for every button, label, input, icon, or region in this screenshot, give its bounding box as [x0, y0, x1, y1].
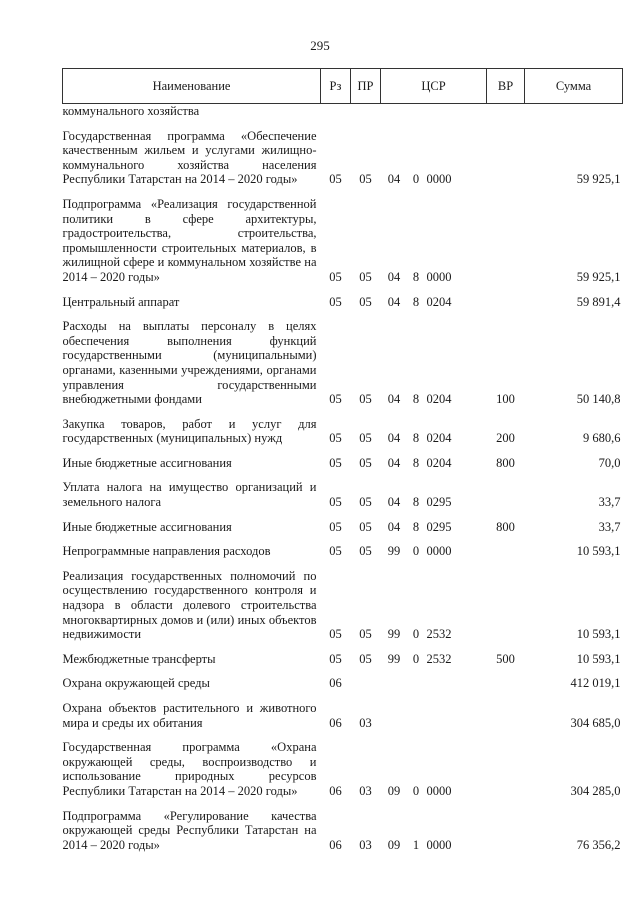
- cell-name: Охрана окружающей среды: [62, 676, 210, 691]
- cell-csr-program: 04: [387, 519, 401, 534]
- cell-sum: 59 925,1: [576, 269, 621, 284]
- table-row: [63, 129, 623, 187]
- table-row: [63, 295, 623, 310]
- cell-name: Непрограммные направления расходов: [62, 544, 271, 559]
- cell-csr-subprogram: 0: [412, 172, 420, 187]
- cell-pr: 05: [359, 627, 372, 642]
- cell-name: Расходы на выплаты персоналу в целях обеспечения выполнения функций государственными (муниципальными) органами, казенными учреждениями, органами управления государственными внебюджетными фондами: [62, 319, 317, 407]
- table-row: [63, 197, 623, 285]
- cell-csr-subprogram: 8: [412, 455, 420, 470]
- page-number: 295: [310, 38, 330, 53]
- table-row: [63, 740, 623, 798]
- cell-csr-subprogram: 8: [412, 495, 420, 510]
- cell-rz: 05: [329, 392, 342, 407]
- cell-vr: [487, 197, 525, 285]
- cell-sum: 10 593,1: [576, 627, 621, 642]
- row-spacer: [63, 407, 623, 417]
- cell-rz: 05: [329, 495, 342, 510]
- cell-name: Закупка товаров, работ и услуг для государственных (муниципальных) нужд: [62, 416, 317, 446]
- row-spacer: [63, 510, 623, 520]
- cell-sum: [525, 104, 623, 119]
- cell-sum: 76 356,2: [576, 837, 621, 852]
- cell-rz: 05: [329, 455, 342, 470]
- row-spacer: [63, 534, 623, 544]
- cell-pr: 03: [359, 715, 372, 730]
- cell-name: Государственная программа «Охрана окружающей среды, воспроизводство и использование природных ресурсов Республики Татарстан на 2014 – 2020 годы»: [62, 740, 317, 798]
- row-spacer: [63, 559, 623, 569]
- table-row: [63, 417, 623, 446]
- cell-vr: [487, 295, 525, 310]
- table-row: [63, 319, 623, 407]
- cell-vr: [487, 569, 525, 642]
- cell-csr-program: 04: [387, 269, 401, 284]
- cell-sum: 10 593,1: [576, 544, 621, 559]
- cell-csr-subprogram: 0: [412, 783, 420, 798]
- cell-sum: 70,0: [598, 455, 621, 470]
- cell-vr: 800: [496, 455, 515, 470]
- cell-csr-program: 04: [387, 455, 401, 470]
- cell-rz: 06: [329, 837, 342, 852]
- row-spacer: [63, 642, 623, 652]
- cell-csr-program: 04: [387, 172, 401, 187]
- header-rz: Рз: [321, 69, 351, 104]
- cell-csr-direction: 0000: [426, 269, 452, 284]
- cell-name: Охрана объектов растительного и животного мира и среды их обитания: [62, 701, 317, 730]
- cell-vr: 800: [496, 519, 515, 534]
- cell-sum: 33,7: [598, 519, 621, 534]
- row-spacer: [63, 119, 623, 129]
- cell-vr: 100: [496, 392, 515, 407]
- cell-csr-subprogram: 8: [412, 294, 420, 309]
- cell-name: Межбюджетные трансферты: [62, 651, 216, 666]
- table-row: [63, 104, 623, 119]
- header-csr: ЦСР: [381, 69, 487, 104]
- cell-csr-subprogram: 8: [412, 269, 420, 284]
- cell-csr-subprogram: 1: [412, 837, 420, 852]
- cell-vr: [487, 809, 525, 853]
- cell-sum: 59 891,4: [576, 294, 621, 309]
- cell-csr-direction: 0204: [426, 392, 452, 407]
- table-row: [63, 569, 623, 642]
- cell-csr-direction: 0000: [426, 783, 452, 798]
- cell-pr: 05: [359, 431, 372, 446]
- row-spacer: [63, 666, 623, 676]
- cell-csr-program: [381, 701, 408, 730]
- cell-csr-program: 99: [387, 651, 401, 666]
- cell-pr: 05: [359, 455, 372, 470]
- cell-csr-direction: 0295: [426, 519, 452, 534]
- cell-vr: [487, 544, 525, 559]
- cell-csr-subprogram: 0: [412, 627, 420, 642]
- cell-name: Государственная программа «Обеспечение качественным жильем и услугами жилищно-коммунального хозяйства населения Республики Татарстан на 2014 – 2020 годы»: [62, 128, 317, 187]
- row-spacer: [63, 799, 623, 809]
- cell-csr-program: 09: [387, 783, 401, 798]
- cell-rz: 06: [329, 676, 342, 691]
- cell-csr-program: 04: [387, 495, 401, 510]
- cell-name: Подпрограмма «Регулирование качества окружающей среды Республики Татарстан на 2014 – 2020 годы»: [62, 808, 317, 852]
- header-vr: ВР: [487, 69, 525, 104]
- cell-rz: 05: [329, 172, 342, 187]
- cell-csr-direction: 0000: [426, 172, 452, 187]
- cell-csr-subprogram: 8: [412, 431, 420, 446]
- cell-csr-subprogram: 0: [412, 651, 420, 666]
- cell-csr-subprogram: 8: [412, 519, 420, 534]
- cell-csr-direction: 2532: [426, 651, 452, 666]
- table-row: [63, 456, 623, 471]
- cell-pr: 05: [359, 294, 372, 309]
- cell-csr-direction: [425, 104, 487, 119]
- cell-pr: [351, 676, 381, 691]
- cell-sum: 33,7: [598, 495, 621, 510]
- cell-csr-program: 99: [387, 627, 401, 642]
- cell-rz: 05: [329, 651, 342, 666]
- cell-vr: [487, 480, 525, 509]
- cell-sum: 10 593,1: [576, 651, 621, 666]
- row-spacer: [63, 470, 623, 480]
- cell-csr-subprogram: [408, 676, 425, 691]
- cell-csr-program: [381, 104, 408, 119]
- cell-csr-direction: 0000: [426, 837, 452, 852]
- cell-pr: 05: [359, 544, 372, 559]
- cell-csr-direction: 0204: [426, 455, 452, 470]
- cell-rz: 05: [329, 627, 342, 642]
- cell-pr: 05: [359, 269, 372, 284]
- cell-name: Подпрограмма «Реализация государственной политики в сфере архитектуры, градостроительства, строительства, промышленности строительных материалов, в жилищной сфере и коммунальном хозяйстве на 2014 – 2020 годы»: [62, 196, 317, 284]
- cell-rz: 05: [329, 544, 342, 559]
- header-name: Наименование: [63, 69, 321, 104]
- cell-sum: 59 925,1: [576, 172, 621, 187]
- cell-pr: 05: [359, 172, 372, 187]
- cell-pr: 03: [359, 837, 372, 852]
- cell-vr: 500: [496, 651, 515, 666]
- table-row: [63, 809, 623, 853]
- cell-csr-program: [381, 676, 408, 691]
- cell-csr-direction: 0204: [426, 294, 452, 309]
- table-row: [63, 701, 623, 730]
- cell-csr-direction: 0000: [426, 544, 452, 559]
- cell-csr-subprogram: 8: [412, 392, 420, 407]
- cell-vr: [487, 676, 525, 691]
- row-spacer: [63, 187, 623, 197]
- row-spacer: [63, 446, 623, 456]
- cell-sum: 9 680,6: [583, 431, 621, 446]
- cell-name: Иные бюджетные ассигнования: [62, 519, 232, 534]
- cell-pr: 03: [359, 783, 372, 798]
- cell-csr-program: 09: [387, 837, 401, 852]
- cell-rz: 05: [329, 269, 342, 284]
- row-spacer: [63, 691, 623, 701]
- cell-rz: 05: [329, 519, 342, 534]
- cell-vr: 200: [496, 431, 515, 446]
- cell-name: коммунального хозяйства: [62, 104, 200, 118]
- cell-rz: 06: [329, 783, 342, 798]
- cell-csr-program: 04: [387, 294, 401, 309]
- cell-rz: 05: [329, 294, 342, 309]
- table-row: [63, 652, 623, 667]
- cell-csr-direction: [425, 676, 487, 691]
- table-row: [63, 544, 623, 559]
- row-spacer: [63, 285, 623, 295]
- budget-table: [62, 68, 623, 852]
- table-header-row: [63, 69, 623, 104]
- cell-rz: 05: [329, 431, 342, 446]
- row-spacer: [63, 309, 623, 319]
- cell-sum: 412 019,1: [570, 676, 621, 691]
- cell-vr: [487, 701, 525, 730]
- cell-pr: 05: [359, 495, 372, 510]
- cell-csr-subprogram: [408, 701, 425, 730]
- cell-name: Уплата налога на имущество организаций и земельного налога: [62, 480, 317, 510]
- table-row: [63, 520, 623, 535]
- cell-csr-direction: [425, 701, 487, 730]
- cell-csr-program: 04: [387, 392, 401, 407]
- cell-pr: 05: [359, 519, 372, 534]
- cell-rz: [321, 104, 351, 119]
- cell-sum: 50 140,8: [576, 392, 621, 407]
- cell-csr-subprogram: 0: [412, 544, 420, 559]
- cell-csr-subprogram: [408, 104, 425, 119]
- cell-name: Реализация государственных полномочий по осуществлению государственного контроля и надзора в области долевого строительства многоквартирных домов и (или) иных объектов недвижимости: [62, 568, 317, 642]
- cell-csr-program: 99: [387, 544, 401, 559]
- cell-rz: 06: [329, 715, 342, 730]
- row-spacer: [63, 730, 623, 740]
- header-sum: Сумма: [525, 69, 623, 104]
- header-pr: ПР: [351, 69, 381, 104]
- cell-csr-program: 04: [387, 431, 401, 446]
- cell-vr: [487, 129, 525, 187]
- table-row: [63, 480, 623, 509]
- cell-vr: [487, 740, 525, 798]
- table-row: [63, 676, 623, 691]
- cell-csr-direction: 0204: [426, 431, 452, 446]
- cell-csr-direction: 2532: [426, 627, 452, 642]
- cell-pr: 05: [359, 392, 372, 407]
- cell-pr: [351, 104, 381, 119]
- cell-pr: 05: [359, 651, 372, 666]
- cell-sum: 304 285,0: [570, 783, 621, 798]
- cell-name: Иные бюджетные ассигнования: [62, 455, 232, 470]
- cell-csr-direction: 0295: [426, 495, 452, 510]
- cell-name: Центральный аппарат: [62, 294, 180, 309]
- cell-vr: [487, 104, 525, 119]
- cell-sum: 304 685,0: [570, 715, 621, 730]
